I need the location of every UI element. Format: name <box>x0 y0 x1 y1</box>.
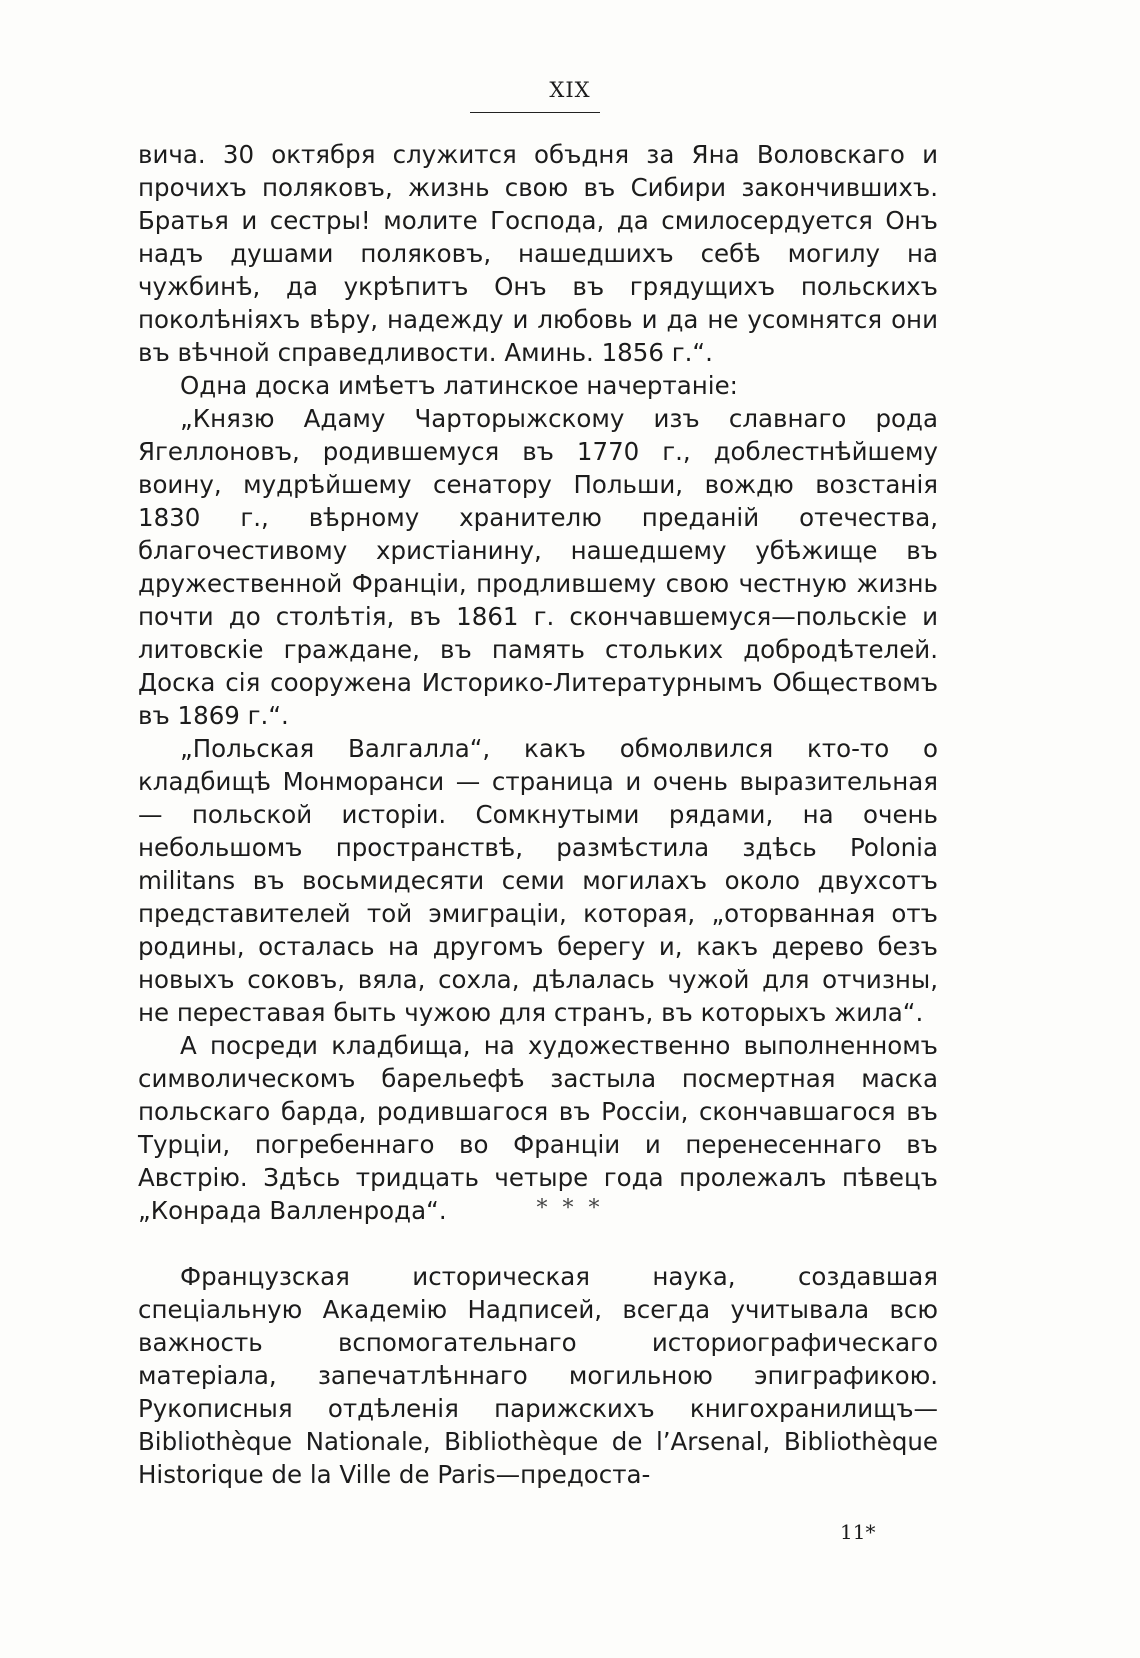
main-text <box>138 138 938 1227</box>
section-separator: * * * <box>536 1196 604 1221</box>
paragraph: Французская историческая наука, создавшая спеціальную Академію Надписей, всегда учитывала всю важность вспомогательнаго историографическаго матеріала, запечатлѣннаго могильною эпиграфикою. Рукописныя отдѣленія парижскихъ книгохранилищъ—Bibliothèque Nationale, Bibliothèque de l’Arsenal, Bibliothèque Historique de la Ville de Paris—предоста- <box>138 1262 938 1489</box>
paragraph: „Польская Валгалла“, какъ обмолвился кто-то о кладбищѣ Монморанси — страница и очень выразительная — польской исторіи. Сомкнутыми рядами, на очень небольшомъ пространствѣ, размѣстила здѣсь Polonia militans въ восьмидесяти семи могилахъ около двухсотъ представителей той эмиграціи, которая, „оторванная отъ родины, осталась на другомъ берегу и, какъ дерево безъ новыхъ соковъ, вяла, сохла, дѣлалась чужой для отчизны, не переставая быть чужою для странъ, въ которыхъ жила“. <box>138 734 938 1027</box>
signature-mark: 11* <box>840 1520 876 1544</box>
paragraph: А посреди кладбища, на художественно выполненномъ символическомъ барельефѣ застыла посмертная маска польскаго барда, родившагося въ Россіи, скончавшагося въ Турціи, погребеннаго во Франціи и перенесеннаго въ Австрію. Здѣсь тридцать четыре года пролежалъ пѣвецъ „Конрада Валленрода“. <box>138 1031 938 1225</box>
page-number-header: XIX <box>549 78 591 102</box>
main-text-continued <box>138 1260 938 1491</box>
paragraph: вича. 30 октября служится объдня за Яна Воловскаго и прочихъ поляковъ, жизнь свою въ Сибири закончившихъ. Братья и сестры! молите Господа, да смилосердуется Онъ надъ душами поляковъ, нашедшихъ себѣ могилу на чужбинѣ, да укрѣпитъ Онъ въ грядущихъ польскихъ поколѣніяхъ вѣру, надежду и любовь и да не усомнятся они въ вѣчной справедливости. Аминь. 1856 г.“. <box>138 140 938 367</box>
paragraph: Одна доска имѣетъ латинское начертаніе: <box>180 371 738 400</box>
header-rule <box>470 112 600 113</box>
paragraph: „Князю Адаму Чарторыжскому изъ славнаго рода Ягеллоновъ, родившемуся въ 1770 г., доблестнѣйшему воину, мудрѣйшему сенатору Польши, вождю возстанія 1830 г., вѣрному хранителю преданій отечества, благочестивому христіанину, нашедшему убѣжище въ дружественной Франціи, продлившему свою честную жизнь почти до столѣтія, въ 1861 г. скончавшемуся—польскіе и литовскіе граждане, въ память стольких добродѣтелей. Доска сія сооружена Историко-Литературнымъ Обществомъ въ 1869 г.“. <box>138 404 938 730</box>
